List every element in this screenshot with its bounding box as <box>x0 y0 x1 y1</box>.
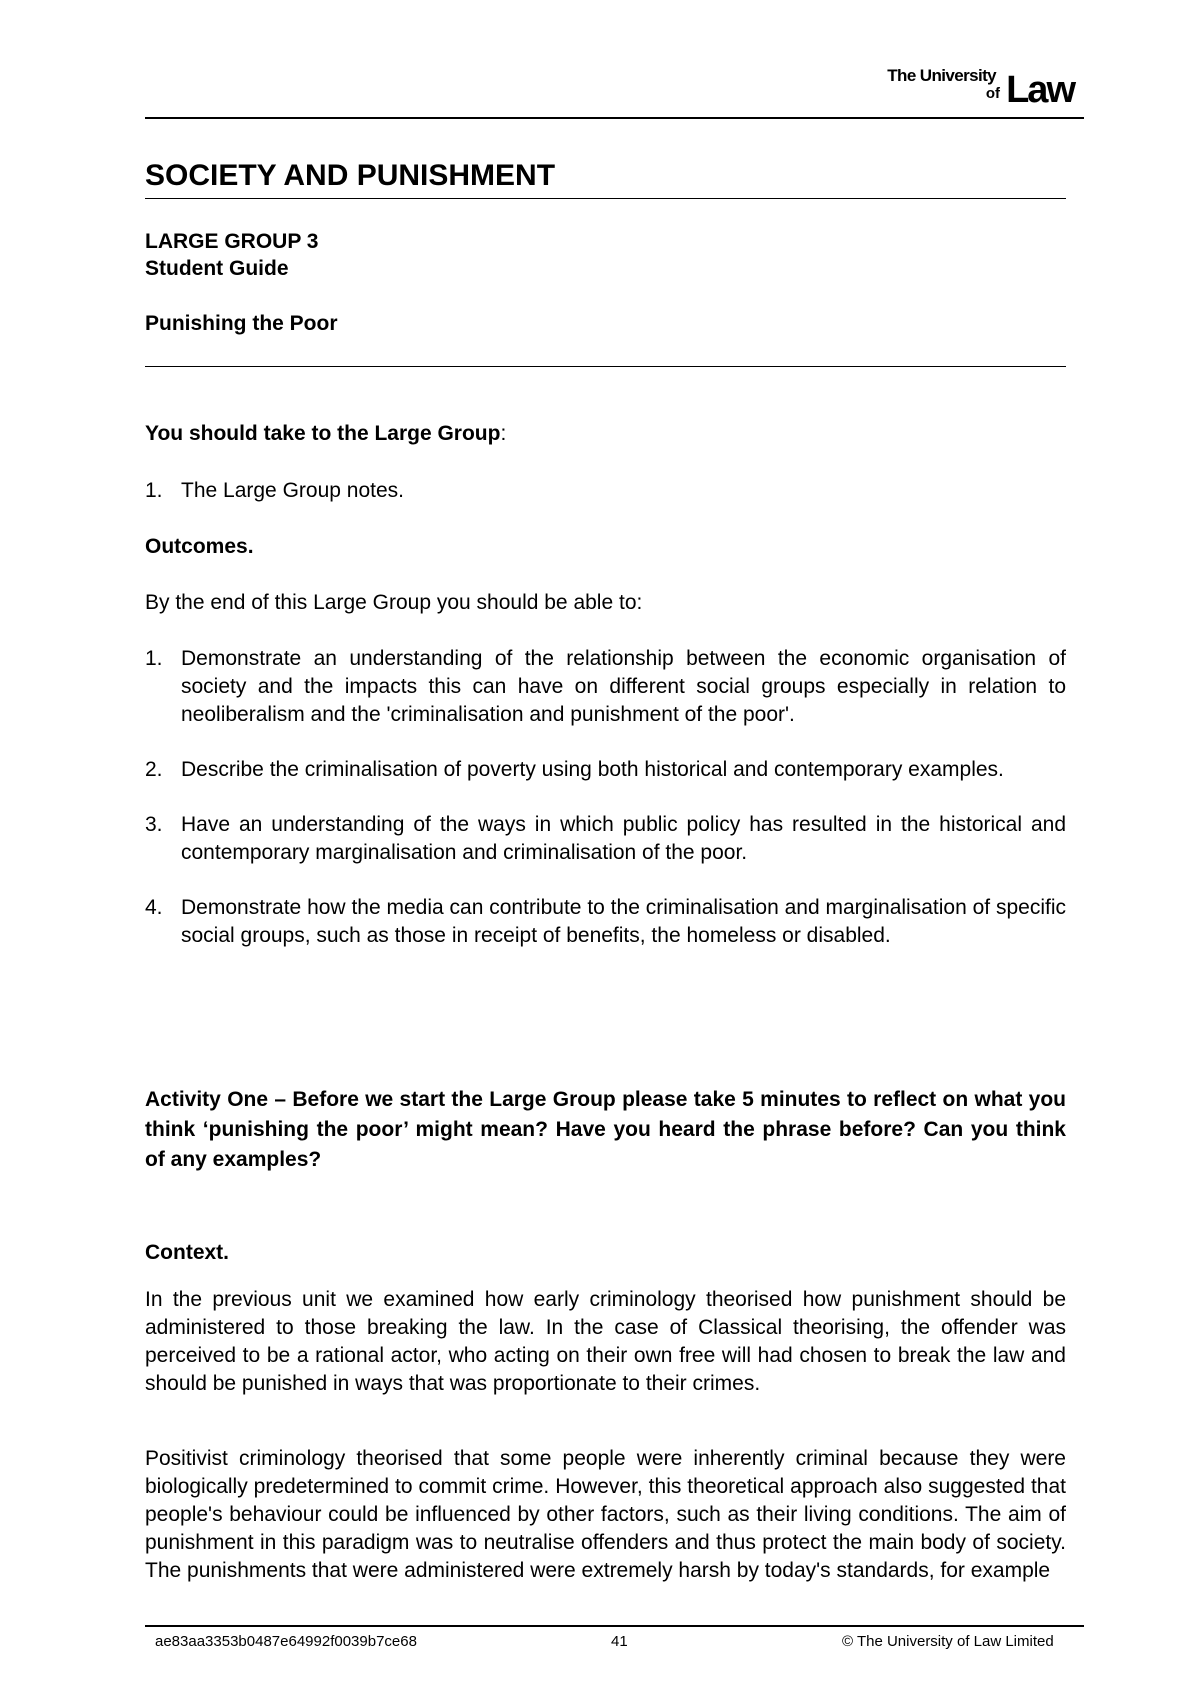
list-text: Describe the criminalisation of poverty using both historical and contemporary examples. <box>181 758 1004 781</box>
title-underline <box>145 198 1066 199</box>
list-item <box>145 894 1066 950</box>
logo-line-3: Law <box>1006 69 1074 111</box>
topic-label: Punishing the Poor <box>145 312 338 335</box>
page-title: SOCIETY AND PUNISHMENT <box>145 159 556 192</box>
footer-rule <box>145 1625 1084 1627</box>
list-number: 3. <box>145 813 163 836</box>
outcomes-intro: By the end of this Large Group you should be able to: <box>145 591 643 614</box>
list-number: 4. <box>145 896 163 919</box>
header-rule <box>145 117 1084 119</box>
student-guide-label: Student Guide <box>145 257 289 280</box>
context-heading: Context. <box>145 1241 229 1264</box>
list-number: 1. <box>145 647 163 670</box>
large-group-label: LARGE GROUP 3 <box>145 230 319 253</box>
list-number: 1. <box>145 479 163 502</box>
list-item <box>145 477 1066 505</box>
take-heading-text: You should take to the Large Group <box>145 422 501 445</box>
list-item <box>145 811 1066 867</box>
context-paragraph-1: In the previous unit we examined how early criminology theorised how punishment should be administered to those breaking the law. In the case of Classical theorising, the offender was perceived to be a rational actor, who acting on their own free will had chosen to break the law and should be punished in ways that was proportionate to their crimes. <box>145 1288 1066 1395</box>
outcomes-heading: Outcomes. <box>145 535 254 558</box>
take-list <box>145 477 1066 532</box>
take-heading-colon: : <box>500 422 507 445</box>
logo-line-1: The University <box>887 66 996 85</box>
context-paragraph-2: Positivist criminology theorised that some people were inherently criminal because they were biologically predetermined to commit crime. However, this theoretical approach also suggested that people's behaviour could be influenced by other factors, such as their living conditions. The aim of punishment in this paradigm was to neutralise offenders and thus protect the main body of society. The punishments that were administered were extremely harsh by today's standards, for example <box>145 1447 1066 1582</box>
list-number: 2. <box>145 758 163 781</box>
list-text: Demonstrate how the media can contribute to the criminalisation and marginalisation of specific social groups, such as those in receipt of benefits, the homeless or disabled. <box>181 896 1066 947</box>
list-text: The Large Group notes. <box>181 479 404 502</box>
list-item <box>145 756 1066 784</box>
take-heading <box>145 420 1066 448</box>
outcomes-list <box>145 645 1066 977</box>
footer-copyright: © The University of Law Limited <box>842 1633 1054 1650</box>
activity-one: Activity One – Before we start the Large Group please take 5 minutes to reflect on what you think ‘punishing the poor’ might mean? Have you heard the phrase before? Can you think of any examples? <box>145 1088 1066 1171</box>
university-logo <box>864 62 1074 112</box>
list-text: Have an understanding of the ways in which public policy has resulted in the historical and contemporary marginalisation and criminalisation of the poor. <box>181 813 1066 864</box>
logo-line-2: of <box>985 85 1000 102</box>
list-item <box>145 645 1066 729</box>
footer-doc-id: ae83aa3353b0487e64992f0039b7ce68 <box>155 1633 417 1650</box>
list-text: Demonstrate an understanding of the relationship between the economic organisation of society and the impacts this can have on different social groups especially in relation to neoliberalism and the 'criminalisation and punishment of the poor'. <box>181 647 1066 726</box>
title-block <box>145 158 1066 337</box>
section-divider <box>145 366 1066 367</box>
footer-page-number: 41 <box>611 1633 628 1650</box>
